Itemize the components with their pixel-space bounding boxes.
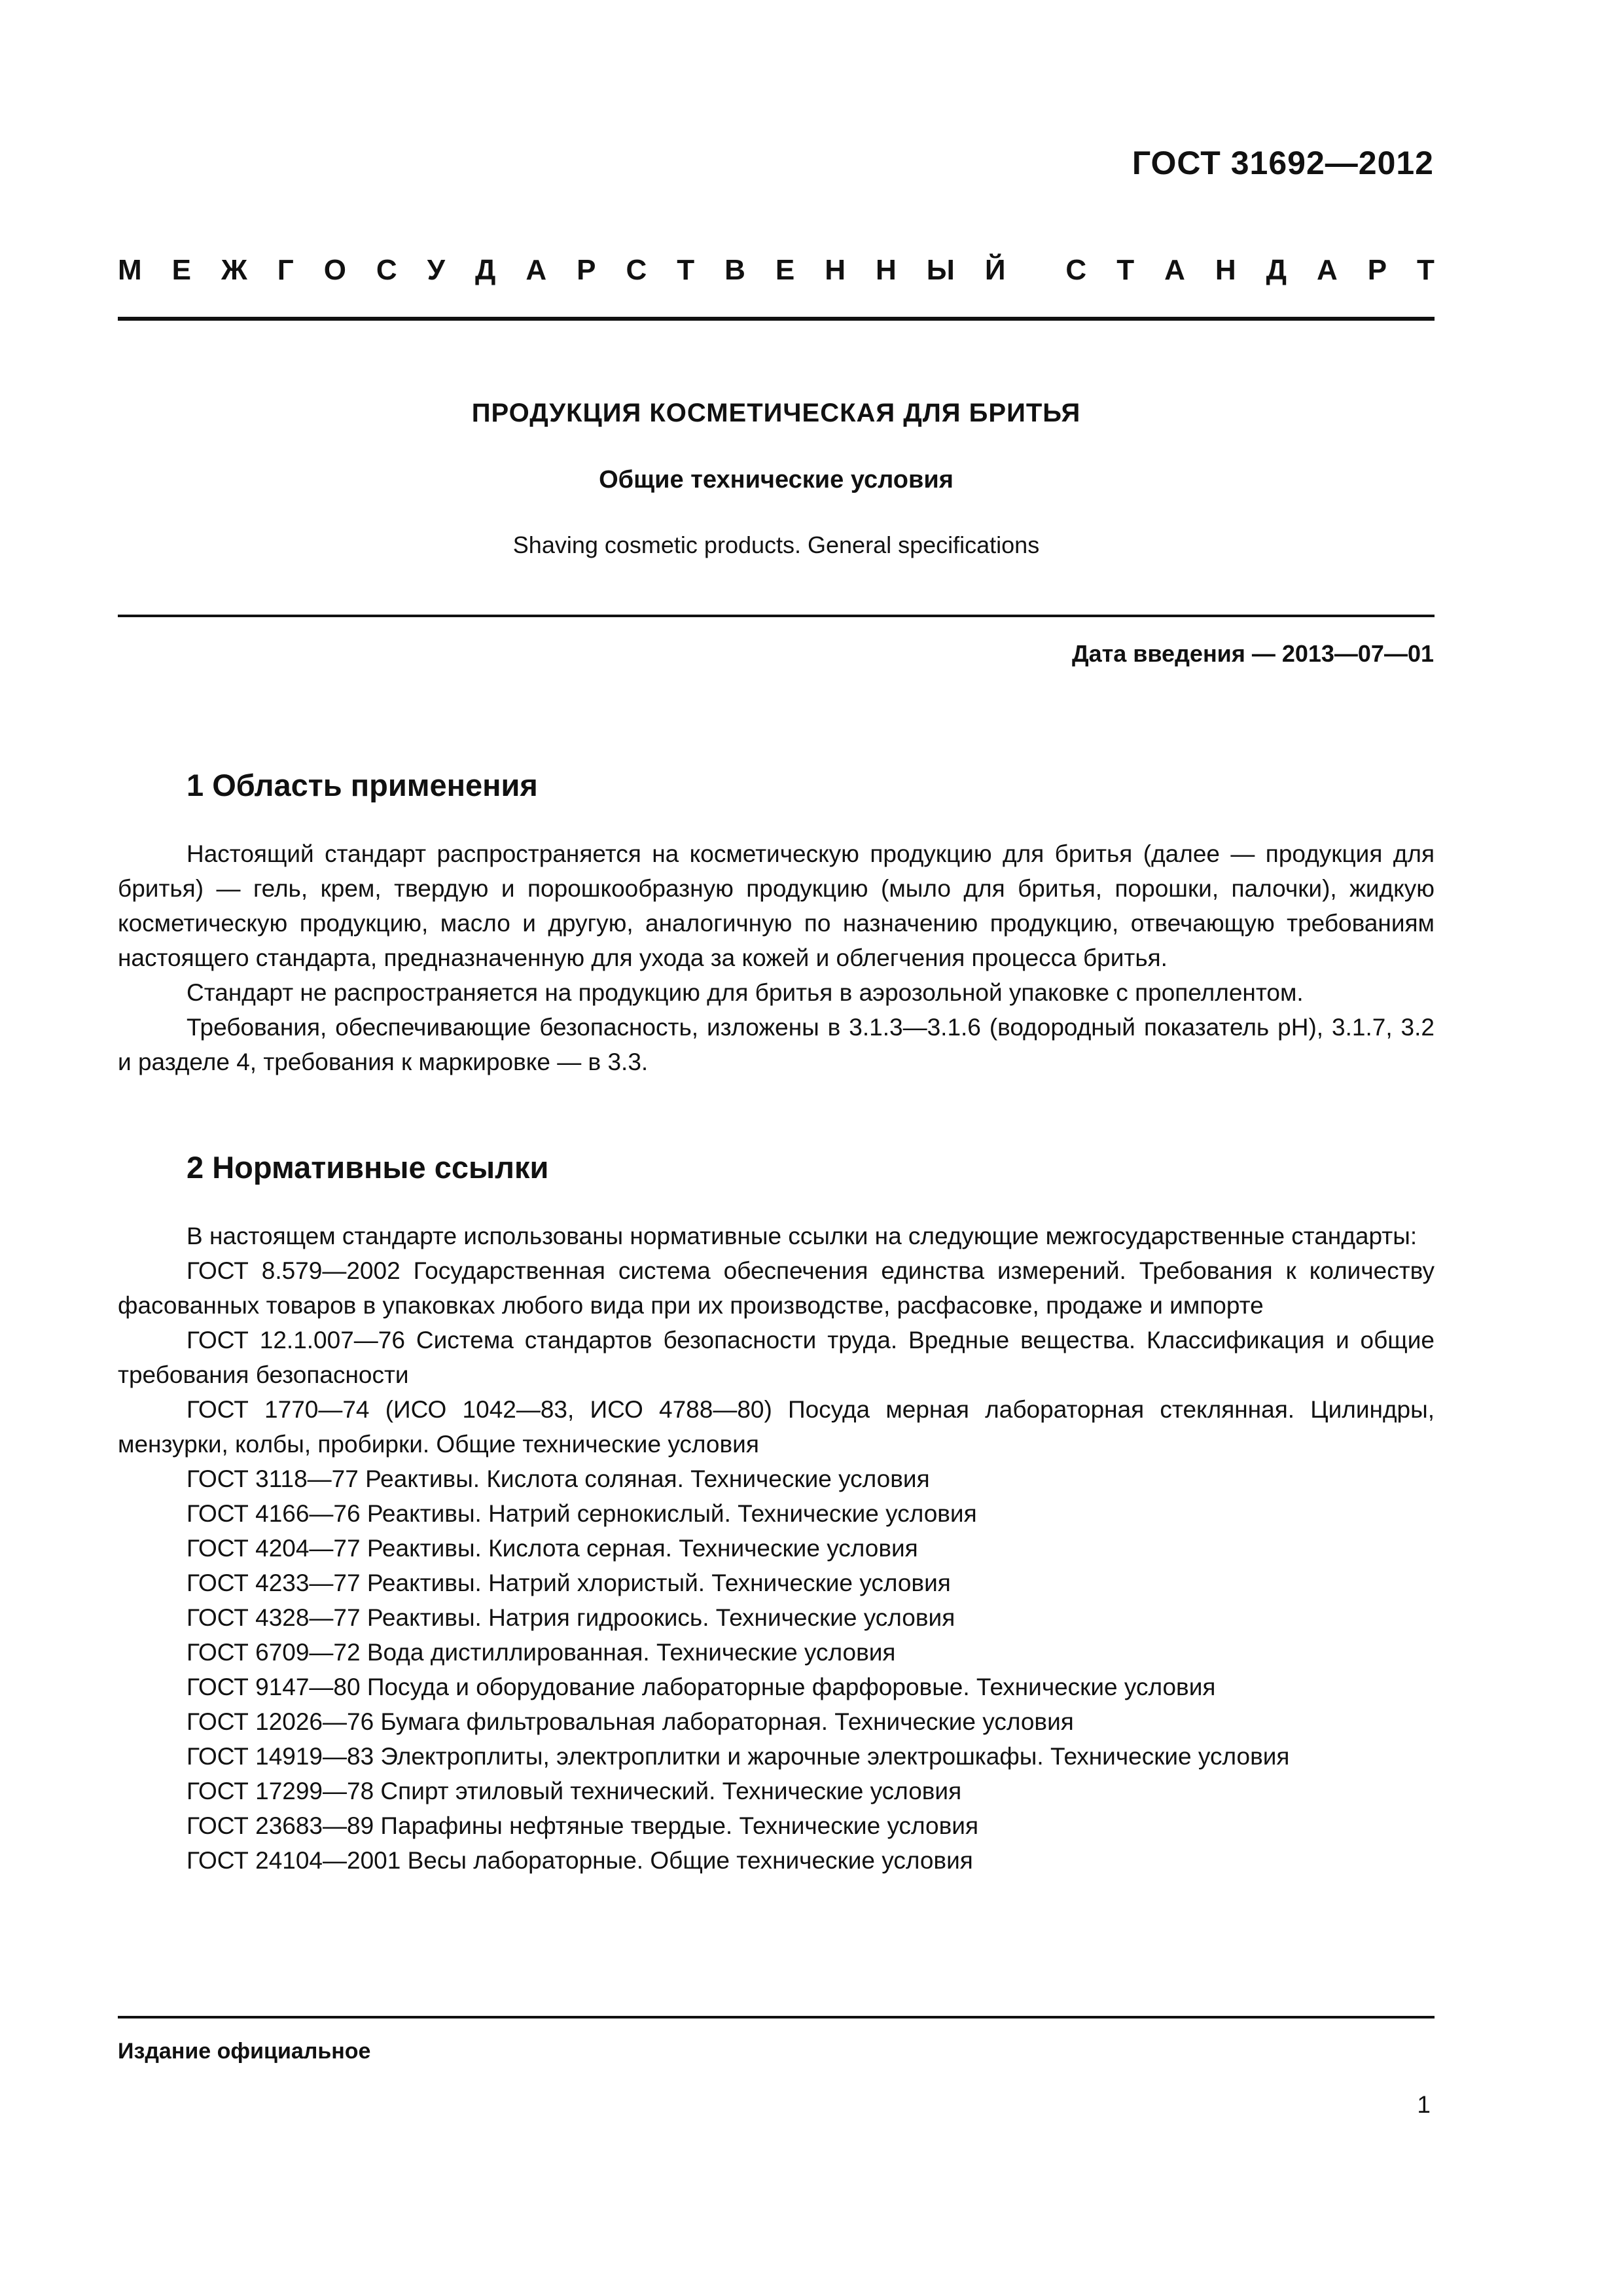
standard-type-letter: Н: [825, 254, 846, 286]
introduction-date: Дата введения — 2013—07—01: [1071, 640, 1434, 667]
reference-item: ГОСТ 1770—74 (ИСО 1042—83, ИСО 4788—80) Посуда мерная лабораторная стеклянная. Цилиндры, мензурки, колбы, пробирки. Общие технические условия: [118, 1396, 1435, 1458]
standard-type-letter: Н: [876, 254, 897, 286]
standard-type-letter: А: [526, 254, 547, 286]
section-1-heading: 1 Область применения: [187, 768, 538, 802]
reference-item: ГОСТ 3118—77 Реактивы. Кислота соляная. Технические условия: [187, 1465, 930, 1492]
paragraph: Требования, обеспечивающие безопасность, изложены в 3.1.3—3.1.6 (водородный показатель рН), 3.1.7, 3.2 и разделе 4, требования к маркировке — в 3.3.: [118, 1014, 1435, 1075]
standard-type-letter: В: [724, 254, 745, 286]
document-title: ПРОДУКЦИЯ КОСМЕТИЧЕСКАЯ ДЛЯ БРИТЬЯ: [471, 399, 1081, 427]
reference-item: ГОСТ 4233—77 Реактивы. Натрий хлористый. Технические условия: [187, 1570, 951, 1596]
reference-item: ГОСТ 12.1.007—76 Система стандартов безопасности труда. Вредные вещества. Классификация и общие требования безопасности: [118, 1327, 1435, 1388]
paragraph: В настоящем стандарте использованы нормативные ссылки на следующие межгосударственные стандарты:: [187, 1223, 1418, 1249]
reference-item: ГОСТ 9147—80 Посуда и оборудование лабораторные фарфоровые. Технические условия: [187, 1674, 1216, 1700]
reference-item: ГОСТ 14919—83 Электроплиты, электроплитки и жарочные электрошкафы. Технические условия: [187, 1743, 1290, 1770]
section-2-body: [118, 1219, 1435, 1878]
document-number: ГОСТ 31692—2012: [1132, 145, 1434, 181]
section-2-heading: 2 Нормативные ссылки: [187, 1150, 549, 1185]
official-edition-label: Издание официальное: [118, 2039, 371, 2064]
document-title-english: Shaving cosmetic products. General specifications: [512, 531, 1040, 558]
standard-type-letter: Д: [1266, 254, 1287, 286]
reference-item: ГОСТ 8.579—2002 Государственная система обеспечения единства измерений. Требования к количеству фасованных товаров в упаковках любого вида при их производстве, расфасовке, продаже и импорте: [118, 1257, 1435, 1319]
reference-item: ГОСТ 12026—76 Бумага фильтровальная лабораторная. Технические условия: [187, 1708, 1074, 1735]
page-number: 1: [1417, 2091, 1431, 2118]
reference-item: ГОСТ 4204—77 Реактивы. Кислота серная. Технические условия: [187, 1535, 918, 1562]
reference-item: ГОСТ 24104—2001 Весы лабораторные. Общие технические условия: [187, 1847, 973, 1874]
standard-type-letter: Д: [475, 254, 496, 286]
standard-type-letter: Т: [1417, 254, 1435, 286]
standard-type-letter: Й: [984, 254, 1006, 286]
standard-type-letter: А: [1164, 254, 1185, 286]
standard-type-letter: Е: [171, 254, 191, 286]
standard-type-letter: Н: [1215, 254, 1236, 286]
document-subtitle: Общие технические условия: [599, 466, 954, 493]
standard-type-letter: М: [118, 254, 142, 286]
reference-item: ГОСТ 6709—72 Вода дистиллированная. Технические условия: [187, 1639, 896, 1666]
section-1-body: [118, 836, 1435, 1079]
standard-type-letter: У: [427, 254, 446, 286]
reference-item: ГОСТ 4166—76 Реактивы. Натрий сернокислый. Технические условия: [187, 1500, 977, 1527]
standard-type-letter: С: [1065, 254, 1087, 286]
standard-type-letter: Е: [775, 254, 795, 286]
standard-type-letter: А: [1316, 254, 1338, 286]
reference-item: ГОСТ 17299—78 Спирт этиловый технический. Технические условия: [187, 1778, 962, 1804]
header-divider: [118, 317, 1435, 321]
standard-type-letter: Ы: [926, 254, 955, 286]
reference-item: ГОСТ 4328—77 Реактивы. Натрия гидроокись. Технические условия: [187, 1604, 955, 1631]
standard-type-letter: О: [323, 254, 346, 286]
paragraph: Настоящий стандарт распространяется на косметическую продукцию для бритья (далее — продукция для бритья) — гель, крем, твердую и порошкообразную продукцию (мыло для бритья, порошки, палочки), жидкую косметическую продукцию, масло и другую, аналогичную по назначению продукцию, отвечающую требованиям настоящего стандарта, предназначенную для ухода за кожей и облегчения процесса бритья.: [118, 840, 1435, 971]
standard-type-label: [118, 254, 1435, 287]
standard-type-letter: Ж: [221, 254, 247, 286]
standard-type-letter: С: [376, 254, 397, 286]
footer-divider: [118, 2016, 1435, 2018]
standard-type-letter: Т: [677, 254, 695, 286]
paragraph: Стандарт не распространяется на продукцию для бритья в аэрозольной упаковке с пропеллентом.: [187, 979, 1304, 1006]
standard-type-letter: Т: [1116, 254, 1135, 286]
standard-type-letter: С: [626, 254, 647, 286]
title-divider: [118, 615, 1435, 617]
reference-item: ГОСТ 23683—89 Парафины нефтяные твердые. Технические условия: [187, 1812, 978, 1839]
standard-type-letter: Р: [577, 254, 596, 286]
standard-type-letter: Г: [277, 254, 294, 286]
standard-type-letter: Р: [1367, 254, 1387, 286]
